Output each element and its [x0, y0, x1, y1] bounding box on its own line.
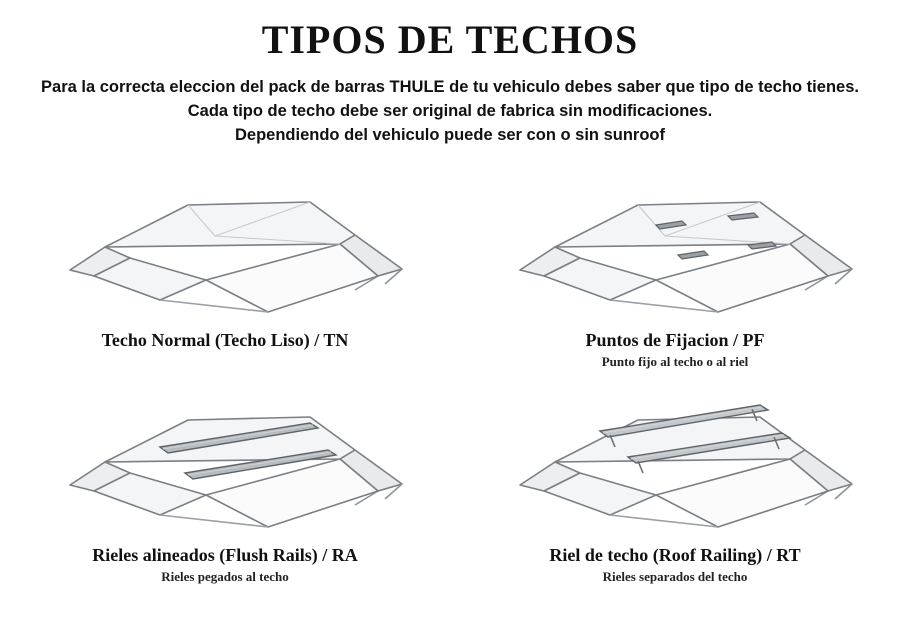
roof-type-card-pf: [450, 168, 900, 383]
roof-type-card-rt: [450, 383, 900, 598]
roof-type-card-ra: [0, 383, 450, 598]
roof-raised-railing-icon: [460, 387, 890, 537]
roof-type-caption-rt: Riel de techo (Roof Railing) / RT: [549, 545, 801, 565]
roof-fixpoint-icon: [460, 172, 890, 322]
roof-type-card-tn: [0, 168, 450, 383]
subtitle-block: [0, 76, 900, 148]
subtitle-line-2: Cada tipo de techo debe ser original de fabrica sin modificaciones.: [187, 101, 713, 120]
roof-type-caption-tn: Techo Normal (Techo Liso) / TN: [101, 330, 349, 350]
poster-root: [0, 18, 900, 618]
subtitle-line-1: Para la correcta eleccion del pack de barras THULE de tu vehiculo debes saber que tipo de techo tienes.: [41, 78, 859, 96]
roof-type-subcaption-pf: Punto fijo al techo o al riel: [601, 354, 749, 369]
roof-type-caption-pf: Puntos de Fijacion / PF: [585, 330, 765, 350]
subtitle-line-3: Dependiendo del vehiculo puede ser con o sin sunroof: [235, 125, 665, 144]
page-title: TIPOS DE TECHOS: [261, 17, 639, 62]
roof-type-subcaption-ra: Rieles pegados al techo: [161, 569, 289, 584]
roof-type-caption-ra: Rieles alineados (Flush Rails) / RA: [92, 545, 358, 565]
roof-types-grid: [0, 168, 900, 598]
roof-type-subcaption-rt: Rieles separados del techo: [602, 569, 748, 584]
roof-plain-icon: [10, 172, 440, 322]
roof-flush-rails-icon: [10, 387, 440, 537]
